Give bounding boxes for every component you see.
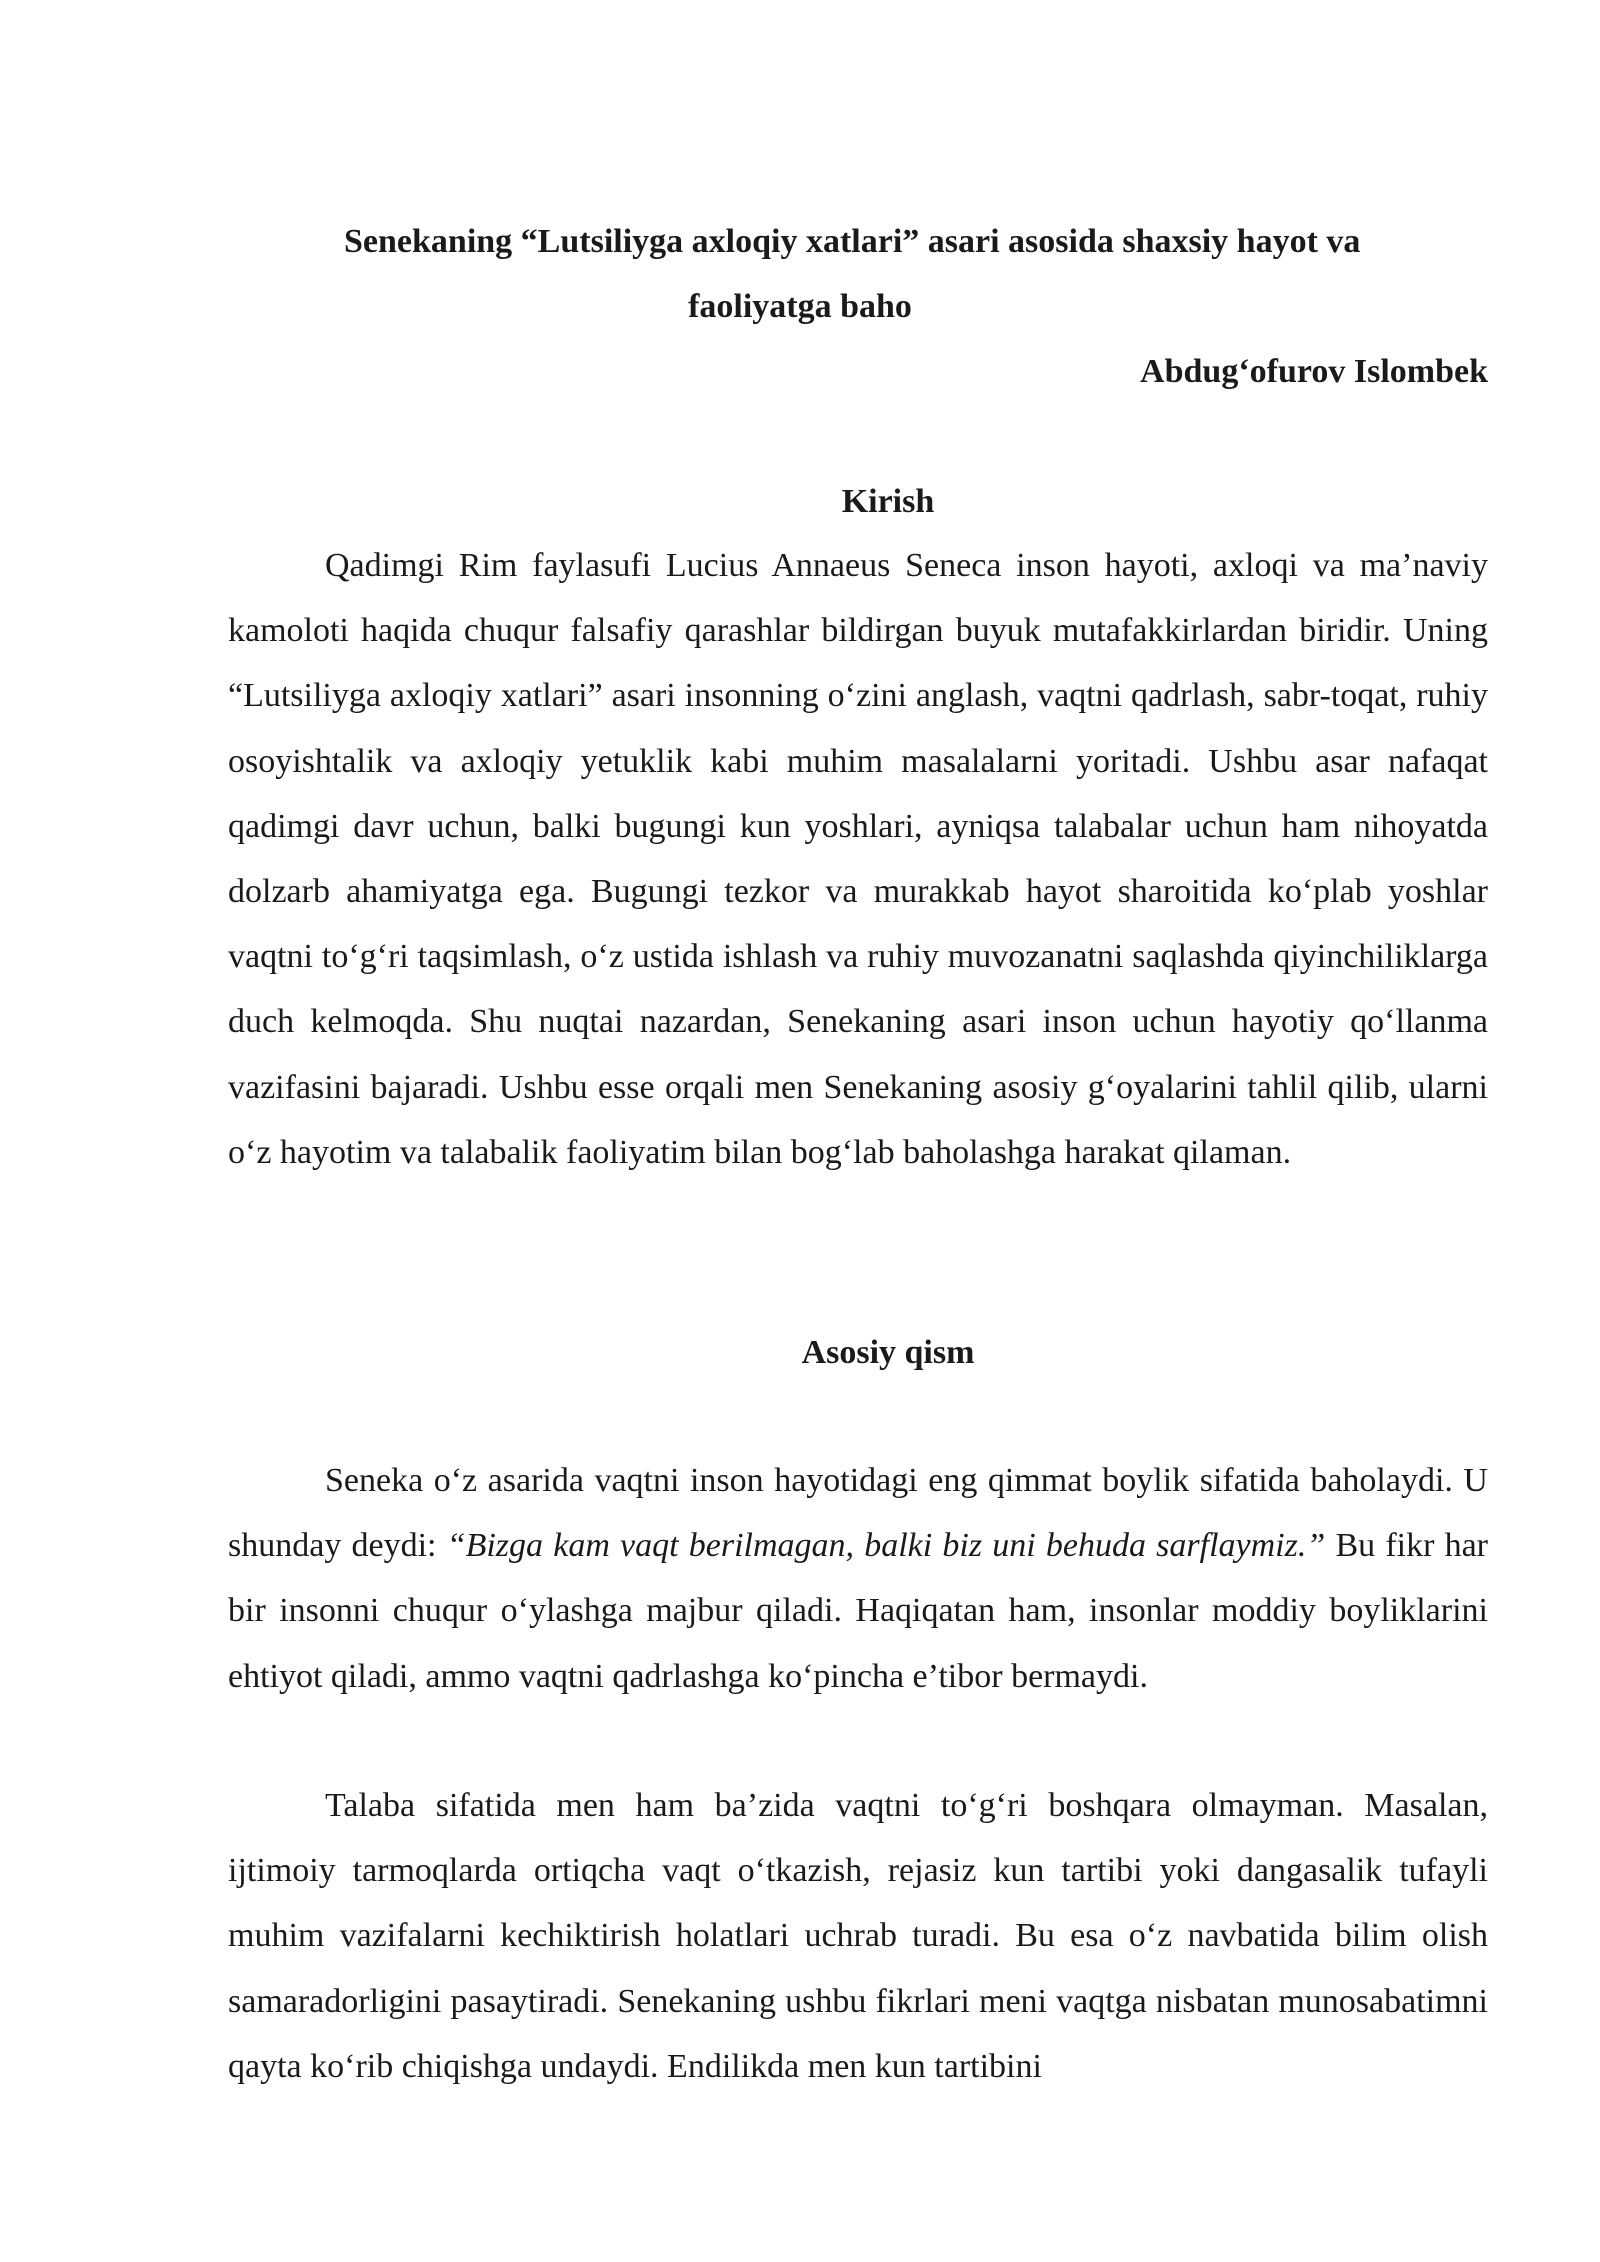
intro-paragraph: Qadimgi Rim faylasufi Lucius Annaeus Seneca inson hayoti, axloqi va ma’naviy kamoloti haqida chuqur falsafiy qarashlar bildirgan buyuk mutafakkirlardan biridir. Uning “Lutsiliyga axloqiy xatlari” asari insonning o‘zini anglash, vaqtni qadrlash, sabr-toqat, ruhiy osoyishtalik va axloqiy yetuklik kabi muhim masalalarni yoritadi. Ushbu asar nafaqat qadimgi davr uchun, balki bugungi kun yoshlari, ayniqsa talabalar uchun ham nihoyatda dolzarb ahamiyatga ega. Bugungi tezkor va murakkab hayot sharoitida ko‘plab yoshlar vaqtni to‘g‘ri taqsimlash, o‘z ustida ishlash va ruhiy muvozanatni saqlashda qiyinchiliklarga duch kelmoqda. Shu nuqtai nazardan, Senekaning asari inson uchun hayotiy qo‘llanma vazifasini bajaradi. Ushbu esse orqali men Senekaning asosiy g‘oyalarini tahlil qilib, ularni o‘z hayotim va talabalik faoliyatim bilan bog‘lab baholashga harakat qilaman.	[228, 547, 1488, 1171]
document-title-line-1: Senekaning “Lutsiliyga axloqiy xatlari” asari asosida shaxsiy hayot va	[344, 223, 1361, 260]
main-paragraph-1-text-start: Seneka o‘z asarida vaqtni inson hayotidagi eng qimmat boylik sifatida baholaydi. U shunday deydi:	[228, 1462, 1488, 1565]
author-name: Abdug‘ofurov Islombek	[1140, 353, 1488, 390]
main-paragraph-1	[228, 1448, 1488, 1709]
main-paragraph-1-text-end: Bu fikr har bir insonni chuqur o‘ylashga majbur qiladi. Haqiqatan ham, insonlar moddiy boyliklarini ehtiyot qiladi, ammo vaqtni qadrlashga ko‘pincha e’tibor bermaydi.	[228, 1527, 1489, 1695]
section-heading-main: Asosiy qism	[801, 1334, 975, 1371]
main-paragraph-2: Talaba sifatida men ham ba’zida vaqtni to‘g‘ri boshqara olmayman. Masalan, ijtimoiy tarmoqlarda ortiqcha vaqt o‘tkazish, rejasiz kun tartibi yoki dangasalik tufayli muhim vazifalarni kechiktirish holatlari uchrab turadi. Bu esa o‘z navbatida bilim olish samaradorligini pasaytiradi. Senekaning ushbu fikrlari meni vaqtga nisbatan munosabatimni qayta ko‘rib chiqishga undaydi. Endilikda men kun tartibini	[228, 1787, 1488, 2085]
document-title-line-2: faoliyatga baho	[688, 288, 912, 325]
seneca-quote: “Bizga kam vaqt berilmagan, balki biz uni behuda sarflaymiz.”	[446, 1527, 1326, 1565]
section-heading-intro: Kirish	[841, 483, 935, 520]
